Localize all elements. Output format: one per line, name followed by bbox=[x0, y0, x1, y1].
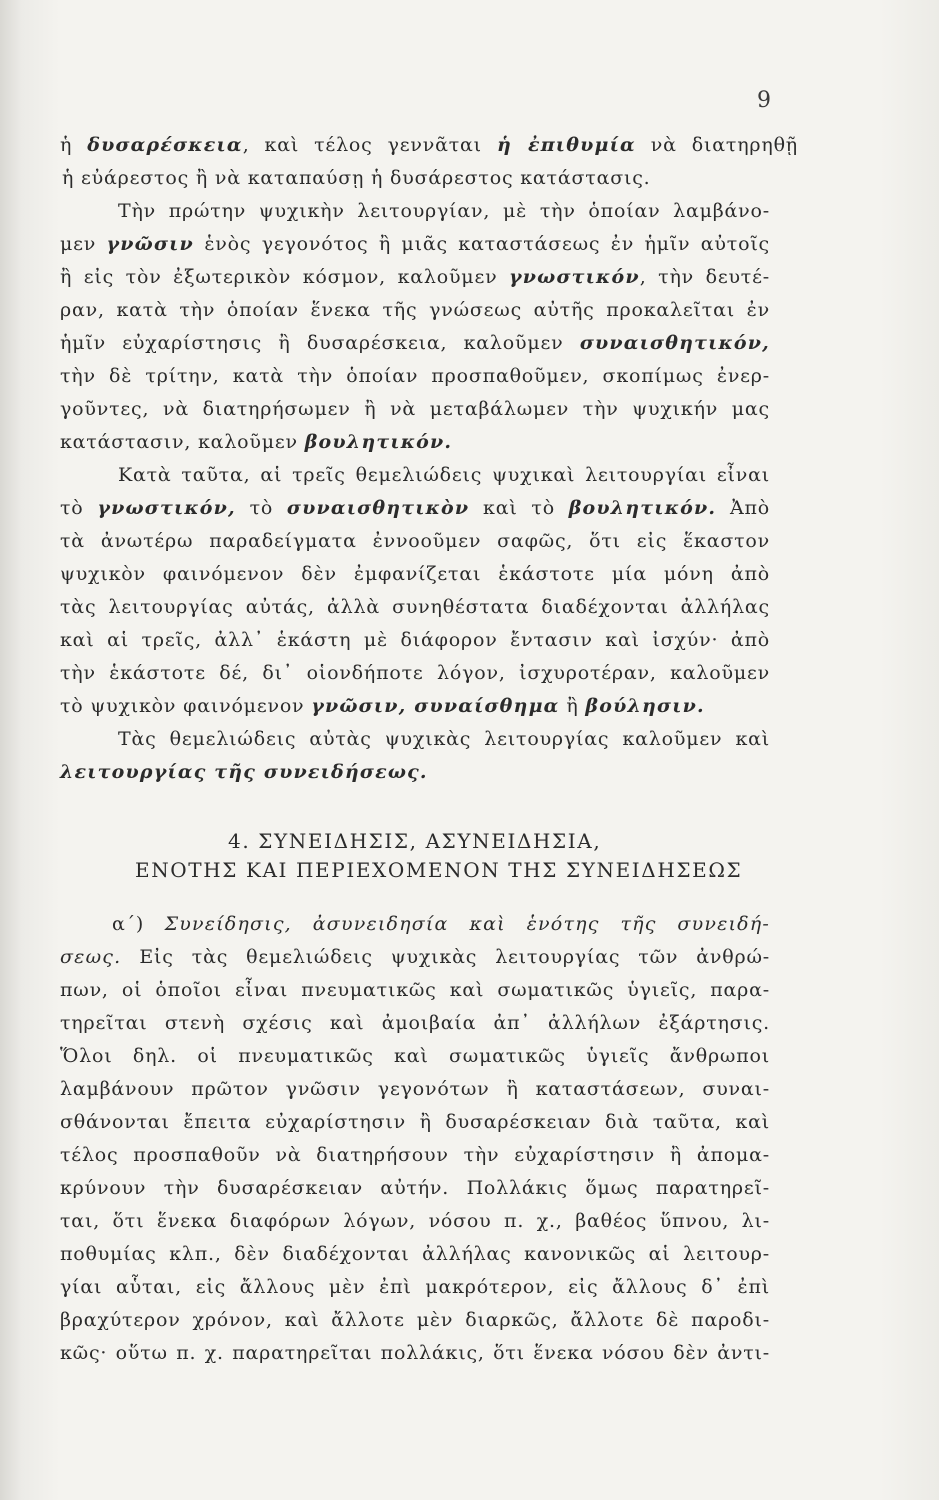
text-line: τὸ ψυχικὸν φαινόμενον γνῶσιν, συναίσθημα ἢ βούλησιν. bbox=[60, 695, 705, 717]
text-line: κατάστασιν, καλοῦμεν βουλητικόν. bbox=[60, 431, 453, 453]
text-line: τέλος προσπαθοῦν νὰ διατηρήσουν τὴν εὐχαρίστησιν ἢ ἀπομα- bbox=[60, 1144, 770, 1166]
text-line: ψυχικὸν φαινόμενον δὲν ἐμφανίζεται ἑκάστοτε μία μόνη ἀπὸ bbox=[60, 563, 770, 585]
text-line: σθάνονται ἔπειτα εὐχαρίστησιν ἢ δυσαρέσκειαν διὰ ταῦτα, καὶ bbox=[60, 1111, 770, 1133]
text-line: Κατὰ ταῦτα, αἱ τρεῖς θεμελιώδεις ψυχικαὶ λειτουργίαι εἶναι bbox=[118, 464, 770, 486]
text-line bbox=[60, 757, 428, 787]
text-line: τὴν δὲ τρίτην, κατὰ τὴν ὁποίαν προσπαθοῦμεν, σκοπίμως ἐνερ- bbox=[60, 365, 770, 387]
text-line: καὶ αἱ τρεῖς, ἀλλ᾽ ἑκάστη μὲ διάφορον ἔντασιν καὶ ἰσχύν· ἀπὸ bbox=[60, 629, 770, 651]
subsection-title: Συνείδησις, ἀσυνειδησία καὶ ἑνότης τῆς συνειδή- bbox=[164, 913, 770, 935]
text-line: ἢ εἰς τὸν ἐξωτερικὸν κόσμον, καλοῦμεν γνωστικόν, τὴν δευτέ- bbox=[60, 266, 770, 288]
text-line: λαμβάνουν πρῶτον γνῶσιν γεγονότων ἢ καταστάσεων, συναι- bbox=[60, 1078, 770, 1100]
section-heading-line-2: ΕΝΟΤΗΣ ΚΑΙ ΠΕΡΙΕΧΟΜΕΝΟΝ ΤΗΣ ΣΥΝΕΙΔΗΣΕΩΣ bbox=[135, 858, 743, 882]
emphasis: γνωστικόν, bbox=[97, 497, 236, 519]
emphasis: γνῶσιν, συναίσθημα bbox=[311, 695, 560, 717]
emphasis: ἡ ἐπιθυμία bbox=[496, 134, 636, 156]
text-line: σεως. Εἰς τὰς θεμελιώδεις ψυχικὰς λειτουργίας τῶν ἀνθρώ- bbox=[60, 946, 770, 968]
emphasis: συναισθητικὸν bbox=[286, 497, 470, 519]
text-line: βραχύτερον χρόνον, καὶ ἄλλοτε μὲν διαρκῶς, ἄλλοτε δὲ παροδι- bbox=[60, 1309, 770, 1331]
text-line: πων, οἱ ὁποῖοι εἶναι πνευματικῶς καὶ σωματικῶς ὑγιεῖς, παρα- bbox=[60, 979, 770, 1001]
text-line: κρύνουν τὴν δυσαρέσκειαν αὐτήν. Πολλάκις ὅμως παρατηρεῖ- bbox=[60, 1177, 770, 1199]
text-line: Τὰς θεμελιώδεις αὐτὰς ψυχικὰς λειτουργίας καλοῦμεν καὶ bbox=[118, 728, 770, 750]
text-line: ἡ δυσαρέσκεια, καὶ τέλος γεννᾶται ἡ ἐπιθυμία νὰ διατηρηθῇ bbox=[60, 134, 798, 156]
text-line: Ὅλοι δηλ. οἱ πνευματικῶς καὶ σωματικῶς ὑγιεῖς ἄνθρωποι bbox=[60, 1045, 770, 1067]
text-line: Τὴν πρώτην ψυχικὴν λειτουργίαν, μὲ τὴν ὁποίαν λαμβάνο- bbox=[118, 200, 770, 222]
text-line: ραν, κατὰ τὴν ὁποίαν ἕνεκα τῆς γνώσεως αὐτῆς προκαλεῖται ἐν bbox=[60, 299, 770, 321]
text-line: τὴν ἑκάστοτε δέ, δι᾽ οἱονδήποτε λόγον, ἰσχυροτέραν, καλοῦμεν bbox=[60, 662, 770, 684]
emphasis: βούλησιν. bbox=[585, 695, 705, 717]
emphasis: συναισθητικόν, bbox=[579, 332, 770, 354]
text-line: ἡμῖν εὐχαρίστησις ἢ δυσαρέσκεια, καλοῦμεν συναισθητικόν, bbox=[60, 332, 770, 354]
text-line: κῶς· οὕτω π. χ. παρατηρεῖται πολλάκις, ὅτι ἕνεκα νόσου δὲν ἀντι- bbox=[60, 1342, 770, 1364]
text-line: γίαι αὗται, εἰς ἄλλους μὲν ἐπὶ μακρότερον, εἰς ἄλλους δ᾽ ἐπὶ bbox=[60, 1276, 770, 1298]
text-line: ποθυμίας κλπ., δὲν διαδέχονται ἀλλήλας κανονικῶς αἱ λειτουρ- bbox=[60, 1243, 770, 1265]
text-line: μεν γνῶσιν ἑνὸς γεγονότος ἢ μιᾶς καταστάσεως ἐν ἡμῖν αὐτοῖς bbox=[60, 233, 771, 255]
text-line: τὸ γνωστικόν, τὸ συναισθητικὸν καὶ τὸ βουλητικόν. Ἀπὸ bbox=[60, 497, 771, 519]
text-line: τὰς λειτουργίας αὐτάς, ἀλλὰ συνηθέστατα διαδέχονται ἀλλήλας bbox=[60, 596, 770, 618]
emphasis: βουλητικόν. bbox=[304, 431, 453, 453]
subsection-title: σεως. bbox=[60, 946, 122, 968]
emphasis: λειτουργίας τῆς συνειδήσεως. bbox=[60, 761, 428, 783]
emphasis: βουλητικόν. bbox=[568, 497, 717, 519]
text-line: α΄) Συνείδησις, ἀσυνειδησία καὶ ἑνότης τῆς συνειδή- bbox=[112, 913, 770, 935]
text-line: ἡ εὐάρεστος ἢ νὰ καταπαύσῃ ἡ δυσάρεστος κατάστασις. bbox=[62, 167, 651, 189]
text-line: τὰ ἀνωτέρω παραδείγματα ἐννοοῦμεν σαφῶς, ὅτι εἰς ἕκαστον bbox=[60, 530, 770, 552]
section-heading-line-1: 4. ΣΥΝΕΙΔΗΣΙΣ, ΑΣΥΝΕΙΔΗΣΙΑ, bbox=[228, 829, 602, 853]
emphasis: γνῶσιν bbox=[106, 233, 194, 255]
text-line: ται, ὅτι ἕνεκα διαφόρων λόγων, νόσου π. χ., βαθέος ὕπνου, λι- bbox=[60, 1210, 770, 1232]
emphasis: γνωστικόν bbox=[509, 266, 640, 288]
emphasis: δυσαρέσκεια bbox=[87, 134, 243, 156]
text-line: τηρεῖται στενὴ σχέσις καὶ ἀμοιβαία ἀπ᾽ ἀλλήλων ἐξάρτησις. bbox=[60, 1012, 770, 1034]
page-number: 9 bbox=[757, 88, 771, 113]
text-line: γοῦντες, νὰ διατηρήσωμεν ἢ νὰ μεταβάλωμεν τὴν ψυχικήν μας bbox=[60, 398, 770, 420]
